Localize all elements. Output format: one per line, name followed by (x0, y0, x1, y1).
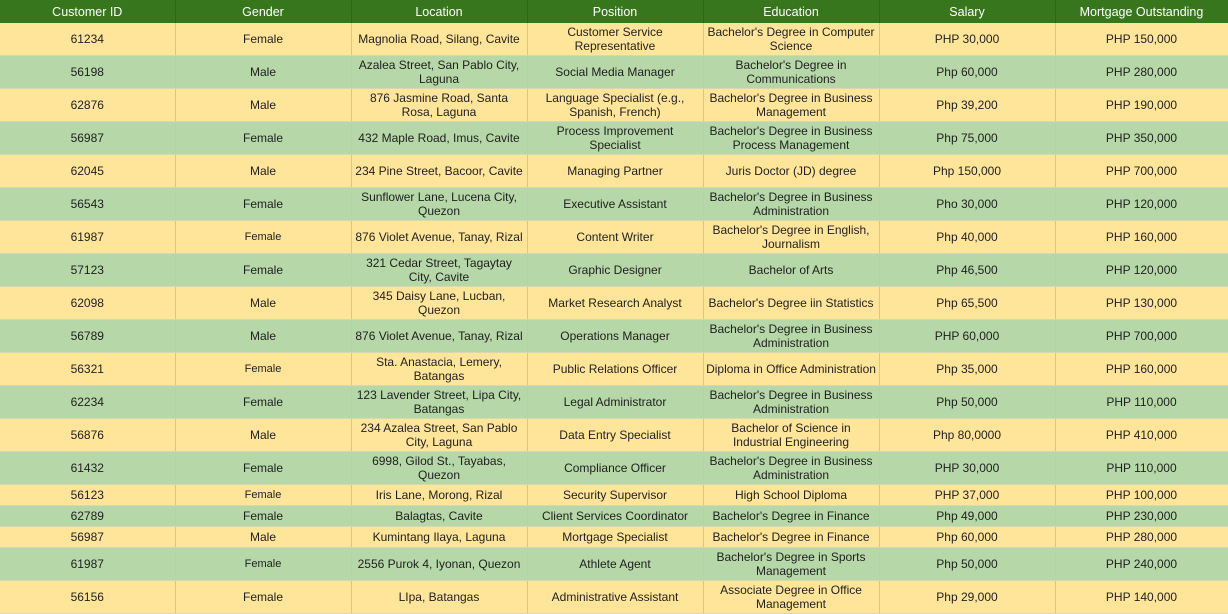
cell-mortgage[interactable]: PHP 410,000 (1055, 419, 1228, 452)
cell-location[interactable]: 345 Daisy Lane, Lucban, Quezon (351, 287, 527, 320)
cell-position[interactable]: Language Specialist (e.g., Spanish, French) (527, 89, 703, 122)
cell-mortgage[interactable]: PHP 700,000 (1055, 320, 1228, 353)
cell-location[interactable]: Balagtas, Cavite (351, 506, 527, 527)
column-header-education[interactable]: Education (703, 0, 879, 23)
cell-mortgage[interactable]: PHP 110,000 (1055, 452, 1228, 485)
table-row (0, 287, 1228, 320)
cell-education[interactable]: Bachelor's Degree in Communications (703, 56, 879, 89)
table-row (0, 506, 1228, 527)
cell-location[interactable]: 876 Jasmine Road, Santa Rosa, Laguna (351, 89, 527, 122)
cell-customer-id[interactable]: 56987 (0, 122, 175, 155)
column-header-gender[interactable]: Gender (175, 0, 351, 23)
cell-mortgage[interactable]: PHP 150,000 (1055, 23, 1228, 56)
cell-salary[interactable]: Php 60,000 (879, 56, 1055, 89)
cell-customer-id[interactable]: 61987 (0, 548, 175, 581)
cell-position[interactable]: Operations Manager (527, 320, 703, 353)
table-row (0, 122, 1228, 155)
cell-location[interactable]: Sunflower Lane, Lucena City, Quezon (351, 188, 527, 221)
cell-customer-id[interactable]: 61987 (0, 221, 175, 254)
cell-gender[interactable]: Male (175, 320, 351, 353)
cell-salary[interactable]: Php 40,000 (879, 221, 1055, 254)
cell-salary[interactable]: PHP 37,000 (879, 485, 1055, 506)
cell-mortgage[interactable]: PHP 240,000 (1055, 548, 1228, 581)
column-header-customer-id[interactable]: Customer ID (0, 0, 175, 23)
cell-education[interactable]: Bachelor's Degree in Business Process Management (703, 122, 879, 155)
cell-position[interactable]: Client Services Coordinator (527, 506, 703, 527)
cell-salary[interactable]: Php 50,000 (879, 386, 1055, 419)
cell-position[interactable]: Market Research Analyst (527, 287, 703, 320)
cell-gender[interactable]: Female (175, 581, 351, 614)
cell-position[interactable]: Social Media Manager (527, 56, 703, 89)
table-row (0, 452, 1228, 485)
cell-location[interactable]: LIpa, Batangas (351, 581, 527, 614)
cell-location[interactable]: 6998, Gilod St., Tayabas, Quezon (351, 452, 527, 485)
cell-location[interactable]: 234 Pine Street, Bacoor, Cavite (351, 155, 527, 188)
cell-location[interactable]: Iris Lane, Morong, Rizal (351, 485, 527, 506)
cell-gender[interactable]: Female (175, 548, 351, 581)
cell-position[interactable]: Compliance Officer (527, 452, 703, 485)
cell-customer-id[interactable]: 56123 (0, 485, 175, 506)
cell-salary[interactable]: PHP 30,000 (879, 452, 1055, 485)
cell-mortgage[interactable]: PHP 160,000 (1055, 353, 1228, 386)
cell-education[interactable]: Bachelor's Degree in Business Administration (703, 386, 879, 419)
cell-location[interactable]: 432 Maple Road, Imus, Cavite (351, 122, 527, 155)
table-row (0, 320, 1228, 353)
cell-location[interactable]: Magnolia Road, Silang, Cavite (351, 23, 527, 56)
cell-customer-id[interactable]: 62234 (0, 386, 175, 419)
cell-position[interactable]: Data Entry Specialist (527, 419, 703, 452)
column-header-salary[interactable]: Salary (879, 0, 1055, 23)
cell-customer-id[interactable]: 61234 (0, 23, 175, 56)
table-row (0, 221, 1228, 254)
cell-education[interactable]: Bachelor's Degree in Business Administration (703, 320, 879, 353)
cell-location[interactable]: Sta. Anastacia, Lemery, Batangas (351, 353, 527, 386)
cell-gender[interactable]: Female (175, 506, 351, 527)
cell-gender[interactable]: Male (175, 89, 351, 122)
cell-education[interactable]: Associate Degree in Office Management (703, 581, 879, 614)
cell-salary[interactable]: PHP 30,000 (879, 23, 1055, 56)
cell-location[interactable]: Azalea Street, San Pablo City, Laguna (351, 56, 527, 89)
cell-education[interactable]: Bachelor's Degree in Business Administration (703, 452, 879, 485)
cell-customer-id[interactable]: 56321 (0, 353, 175, 386)
cell-mortgage[interactable]: PHP 230,000 (1055, 506, 1228, 527)
column-header-mortgage-outstanding[interactable]: Mortgage Outstanding (1055, 0, 1228, 23)
cell-gender[interactable]: Female (175, 254, 351, 287)
cell-mortgage[interactable]: PHP 190,000 (1055, 89, 1228, 122)
cell-customer-id[interactable]: 56789 (0, 320, 175, 353)
table-row (0, 386, 1228, 419)
cell-location[interactable]: 876 Violet Avenue, Tanay, Rizal (351, 320, 527, 353)
header-row (0, 0, 1228, 23)
cell-mortgage[interactable]: PHP 280,000 (1055, 56, 1228, 89)
cell-position[interactable]: Legal Administrator (527, 386, 703, 419)
cell-education[interactable]: Bachelor of Arts (703, 254, 879, 287)
cell-location[interactable]: Kumintang Ilaya, Laguna (351, 527, 527, 548)
cell-gender[interactable]: Female (175, 485, 351, 506)
cell-gender[interactable]: Male (175, 527, 351, 548)
table-row (0, 89, 1228, 122)
cell-gender[interactable]: Female (175, 23, 351, 56)
cell-gender[interactable]: Female (175, 188, 351, 221)
cell-location[interactable]: 123 Lavender Street, Lipa City, Batangas (351, 386, 527, 419)
cell-customer-id[interactable]: 56987 (0, 527, 175, 548)
table-row (0, 485, 1228, 506)
cell-education[interactable]: Bachelor's Degree in English, Journalism (703, 221, 879, 254)
cell-education[interactable]: Bachelor's Degree in Finance (703, 506, 879, 527)
cell-education[interactable]: Bachelor's Degree in Business Management (703, 89, 879, 122)
cell-education[interactable]: Bachelor's Degree in Computer Science (703, 23, 879, 56)
table-row (0, 155, 1228, 188)
cell-position[interactable]: Graphic Designer (527, 254, 703, 287)
cell-salary[interactable]: Php 29,000 (879, 581, 1055, 614)
cell-salary[interactable]: Php 150,000 (879, 155, 1055, 188)
cell-gender[interactable]: Female (175, 386, 351, 419)
cell-education[interactable]: Diploma in Office Administration (703, 353, 879, 386)
cell-salary[interactable]: Php 80,0000 (879, 419, 1055, 452)
table-row (0, 254, 1228, 287)
cell-customer-id[interactable]: 62098 (0, 287, 175, 320)
cell-customer-id[interactable]: 62045 (0, 155, 175, 188)
cell-customer-id[interactable]: 56198 (0, 56, 175, 89)
cell-gender[interactable]: Female (175, 221, 351, 254)
cell-position[interactable]: Process Improvement Specialist (527, 122, 703, 155)
table-row (0, 188, 1228, 221)
cell-mortgage[interactable]: PHP 120,000 (1055, 188, 1228, 221)
table-row (0, 527, 1228, 548)
cell-position[interactable]: Executive Assistant (527, 188, 703, 221)
table-row (0, 419, 1228, 452)
table-row (0, 56, 1228, 89)
cell-education[interactable]: High School Diploma (703, 485, 879, 506)
cell-mortgage[interactable]: PHP 130,000 (1055, 287, 1228, 320)
cell-education[interactable]: Juris Doctor (JD) degree (703, 155, 879, 188)
cell-position[interactable]: Managing Partner (527, 155, 703, 188)
cell-customer-id[interactable]: 57123 (0, 254, 175, 287)
cell-mortgage[interactable]: PHP 120,000 (1055, 254, 1228, 287)
cell-mortgage[interactable]: PHP 350,000 (1055, 122, 1228, 155)
cell-gender[interactable]: Female (175, 452, 351, 485)
cell-mortgage[interactable]: PHP 700,000 (1055, 155, 1228, 188)
cell-education[interactable]: Bachelor's Degree in Business Administration (703, 188, 879, 221)
cell-mortgage[interactable]: PHP 140,000 (1055, 581, 1228, 614)
table-row (0, 581, 1228, 614)
cell-salary[interactable]: Php 49,000 (879, 506, 1055, 527)
cell-position[interactable]: Customer Service Representative (527, 23, 703, 56)
cell-customer-id[interactable]: 61432 (0, 452, 175, 485)
cell-salary[interactable]: Php 50,000 (879, 548, 1055, 581)
cell-customer-id[interactable]: 56543 (0, 188, 175, 221)
column-header-location[interactable]: Location (351, 0, 527, 23)
cell-mortgage[interactable]: PHP 100,000 (1055, 485, 1228, 506)
cell-salary[interactable]: Php 60,000 (879, 527, 1055, 548)
cell-gender[interactable]: Female (175, 353, 351, 386)
cell-customer-id[interactable]: 56876 (0, 419, 175, 452)
cell-position[interactable]: Athlete Agent (527, 548, 703, 581)
cell-position[interactable]: Administrative Assistant (527, 581, 703, 614)
cell-position[interactable]: Security Supervisor (527, 485, 703, 506)
cell-location[interactable]: 2556 Purok 4, Iyonan, Quezon (351, 548, 527, 581)
cell-location[interactable]: 321 Cedar Street, Tagaytay City, Cavite (351, 254, 527, 287)
column-header-position[interactable]: Position (527, 0, 703, 23)
table-row (0, 353, 1228, 386)
cell-mortgage[interactable]: PHP 280,000 (1055, 527, 1228, 548)
cell-salary[interactable]: Php 46,500 (879, 254, 1055, 287)
cell-education[interactable]: Bachelor's Degree iin Statistics (703, 287, 879, 320)
cell-education[interactable]: Bachelor's Degree in Finance (703, 527, 879, 548)
table-row (0, 23, 1228, 56)
cell-mortgage[interactable]: PHP 110,000 (1055, 386, 1228, 419)
cell-gender[interactable]: Male (175, 56, 351, 89)
cell-position[interactable]: Mortgage Specialist (527, 527, 703, 548)
cell-salary[interactable]: Php 75,000 (879, 122, 1055, 155)
cell-location[interactable]: 876 Violet Avenue, Tanay, Rizal (351, 221, 527, 254)
cell-customer-id[interactable]: 62876 (0, 89, 175, 122)
cell-customer-id[interactable]: 56156 (0, 581, 175, 614)
cell-salary[interactable]: Pho 30,000 (879, 188, 1055, 221)
table-row (0, 548, 1228, 581)
cell-gender[interactable]: Male (175, 287, 351, 320)
cell-mortgage[interactable]: PHP 160,000 (1055, 221, 1228, 254)
cell-salary[interactable]: Php 39,200 (879, 89, 1055, 122)
cell-gender[interactable]: Male (175, 419, 351, 452)
cell-position[interactable]: Content Writer (527, 221, 703, 254)
cell-customer-id[interactable]: 62789 (0, 506, 175, 527)
cell-education[interactable]: Bachelor's Degree in Sports Management (703, 548, 879, 581)
cell-gender[interactable]: Male (175, 155, 351, 188)
cell-position[interactable]: Public Relations Officer (527, 353, 703, 386)
cell-salary[interactable]: PHP 60,000 (879, 320, 1055, 353)
cell-education[interactable]: Bachelor of Science in Industrial Engineering (703, 419, 879, 452)
cell-salary[interactable]: Php 65,500 (879, 287, 1055, 320)
cell-salary[interactable]: Php 35,000 (879, 353, 1055, 386)
cell-location[interactable]: 234 Azalea Street, San Pablo City, Laguna (351, 419, 527, 452)
cell-gender[interactable]: Female (175, 122, 351, 155)
